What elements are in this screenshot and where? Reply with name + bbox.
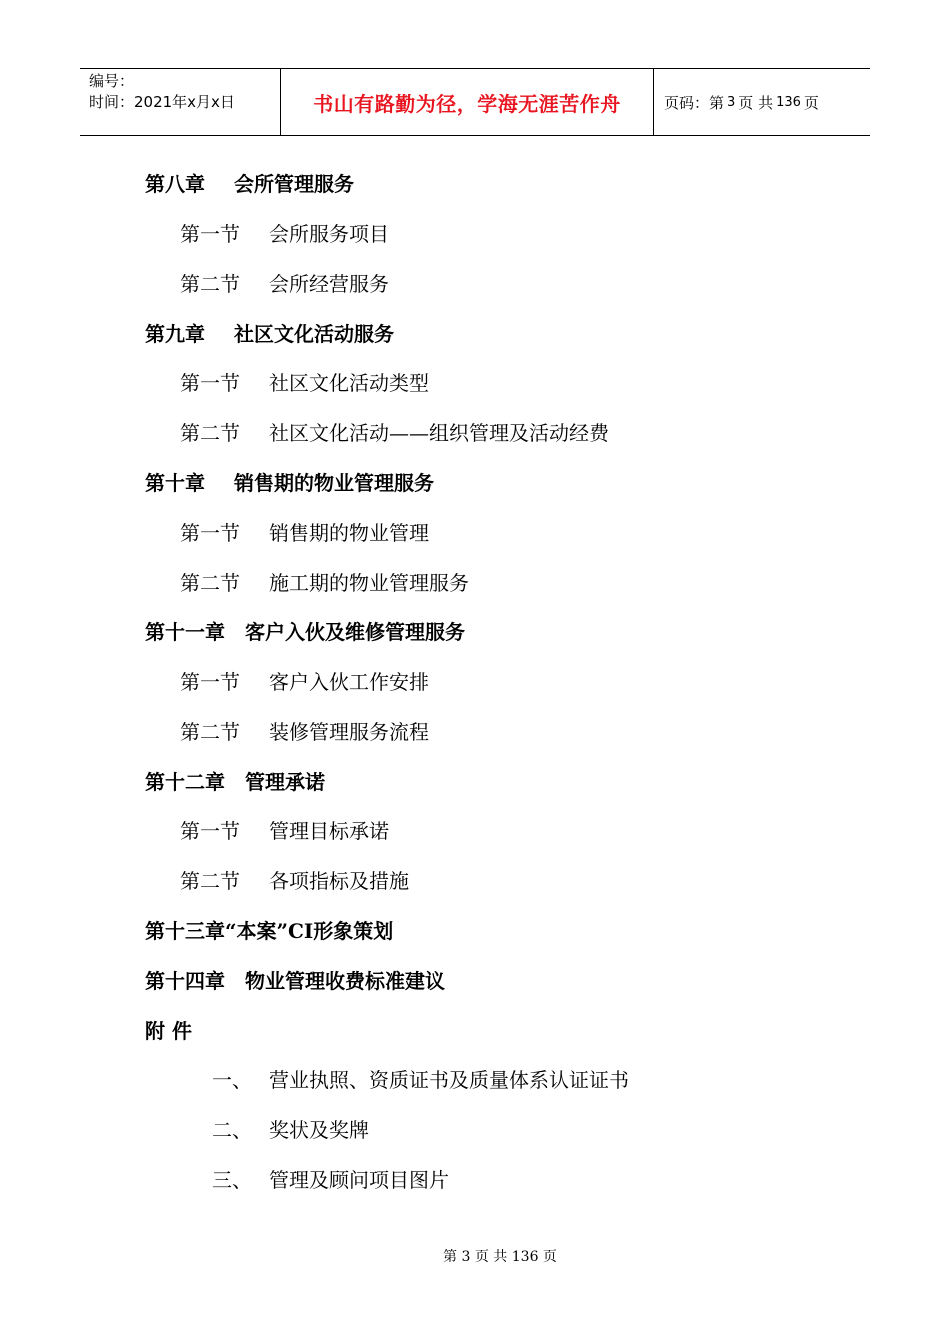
chapter-title: 会所管理服务 (234, 172, 354, 196)
header-page-cell (654, 69, 870, 135)
toc-section-8-2 (180, 272, 389, 296)
section-label: 第一节 (180, 819, 240, 843)
appendix-item-title: 奖状及奖牌 (269, 1118, 369, 1142)
chapter-label: 第十章 (145, 471, 205, 495)
page-suffix: 页 (803, 93, 819, 112)
chapter-title: 社区文化活动服务 (234, 322, 394, 346)
toc-appendix-item-3 (212, 1168, 449, 1192)
section-title: 会所服务项目 (269, 222, 389, 246)
section-label: 第一节 (180, 371, 240, 395)
section-label: 第一节 (180, 521, 240, 545)
toc-section-12-2 (180, 869, 409, 893)
section-label: 第二节 (180, 720, 240, 744)
toc-section-9-2 (180, 421, 609, 445)
appendix-label: 二、 (212, 1118, 252, 1142)
motto-text: 书山有路勤为径，学海无涯苦作舟 (313, 91, 621, 116)
toc-appendix-item-2 (212, 1118, 369, 1142)
section-label: 第二节 (180, 272, 240, 296)
toc-appendix-heading (145, 1019, 192, 1043)
appendix-label: 三、 (212, 1168, 252, 1192)
section-title: 装修管理服务流程 (269, 720, 429, 744)
section-title: 施工期的物业管理服务 (269, 571, 469, 595)
chapter-label: 第九章 (145, 322, 205, 346)
section-title: 客户入伙工作安排 (269, 670, 429, 694)
chapter-title: 管理承诺 (245, 770, 325, 794)
code-label: 编号： (89, 72, 135, 90)
toc-section-12-1 (180, 819, 389, 843)
section-title: 社区文化活动——组织管理及活动经费 (269, 421, 609, 445)
toc-chapter-9 (145, 322, 394, 346)
toc-section-10-2 (180, 571, 469, 595)
section-title: 各项指标及措施 (269, 869, 409, 893)
appendix-item-title: 管理及顾问项目图片 (269, 1168, 449, 1192)
chapter-label: 第十二章 (145, 770, 225, 794)
chapter-label: 第八章 (145, 172, 205, 196)
toc-chapter-8 (145, 172, 354, 196)
toc-chapter-10 (145, 471, 434, 495)
section-title: 社区文化活动类型 (269, 371, 429, 395)
time-label: 时间：2021年x月x日 (89, 93, 235, 111)
toc-section-8-1 (180, 222, 389, 246)
toc-chapter-12 (145, 770, 325, 794)
header-motto-cell (281, 69, 654, 135)
toc-appendix-item-1 (212, 1068, 629, 1092)
toc-section-9-1 (180, 371, 429, 395)
section-label: 第二节 (180, 869, 240, 893)
chapter-title: 销售期的物业管理服务 (234, 471, 434, 495)
toc-section-10-1 (180, 521, 429, 545)
section-title: 销售期的物业管理 (269, 521, 429, 545)
toc-chapter-11 (145, 620, 465, 644)
page-header (80, 68, 870, 136)
toc-chapter-13 (145, 919, 393, 943)
toc-section-11-1 (180, 670, 429, 694)
page-number: 3 (727, 94, 736, 110)
section-label: 第二节 (180, 421, 240, 445)
page-mid: 页 共 (738, 93, 774, 112)
toc-section-11-2 (180, 720, 429, 744)
chapter-label: 第十四章 (145, 969, 225, 993)
section-title: 管理目标承诺 (269, 819, 389, 843)
chapter-label: 第十一章 (145, 620, 225, 644)
section-label: 第二节 (180, 571, 240, 595)
page-total: 136 (776, 94, 801, 110)
page-footer: 第 3 页 共 136 页 (443, 1249, 557, 1265)
section-label: 第一节 (180, 222, 240, 246)
header-meta-cell (80, 69, 281, 135)
toc-chapter-14 (145, 969, 445, 993)
chapter-title: 物业管理收费标准建议 (245, 969, 445, 993)
chapter-text: 第十三章“本案”CI形象策划 (145, 919, 394, 943)
appendix-item-title: 营业执照、资质证书及质量体系认证证书 (269, 1068, 629, 1092)
appendix-title: 附 件 (145, 1019, 192, 1043)
chapter-title: 客户入伙及维修管理服务 (245, 620, 465, 644)
appendix-label: 一、 (212, 1068, 252, 1092)
section-label: 第一节 (180, 670, 240, 694)
section-title: 会所经营服务 (269, 272, 389, 296)
page-prefix: 页码：第 (664, 93, 725, 112)
